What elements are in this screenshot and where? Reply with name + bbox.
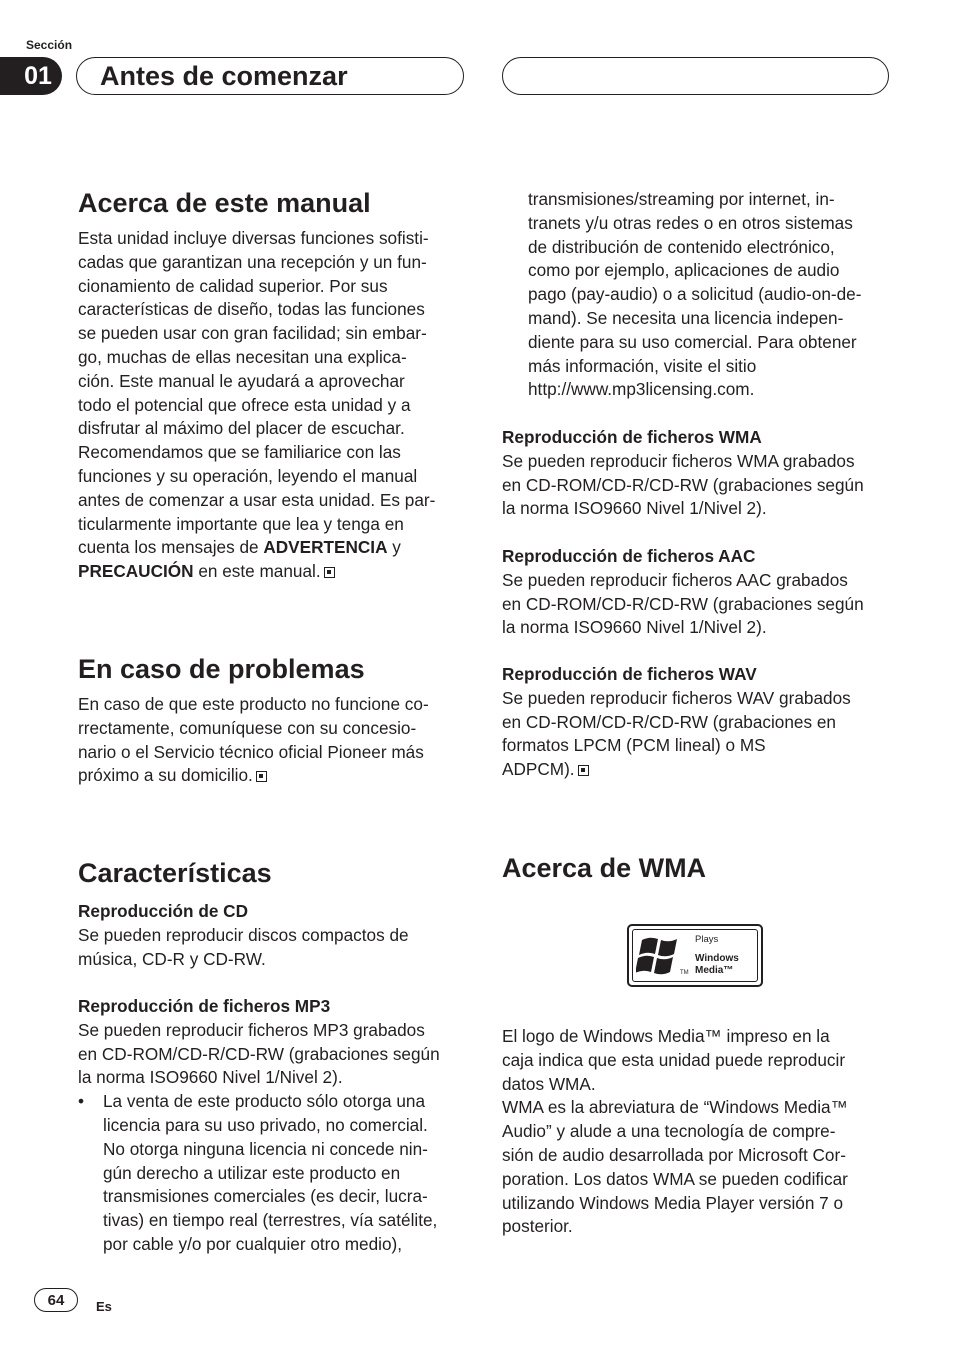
- text-line: [78, 536, 468, 560]
- subheading-wav: Reproducción de ficheros WAV: [502, 664, 757, 684]
- text-span: cuenta los mensajes de: [78, 537, 264, 558]
- logo-wordmark: [695, 953, 739, 977]
- text-line: datos WMA.: [502, 1073, 596, 1094]
- text-line: go, muchas de ellas necesitan una explica-: [78, 346, 407, 367]
- end-mark-icon: [324, 567, 335, 578]
- text-line: Se pueden reproducir ficheros AAC grabados: [502, 569, 848, 590]
- text-line: en CD-ROM/CD-R/CD-RW (grabaciones en: [502, 711, 836, 732]
- heading-about-manual: Acerca de este manual: [78, 188, 371, 218]
- text-line: cadas que garantizan una recepción y un fun-: [78, 251, 427, 272]
- section-label: Sección: [26, 38, 73, 52]
- list-item: [78, 1090, 468, 1257]
- text-line: WMA es la abreviatura de “Windows Media™: [502, 1097, 848, 1118]
- warning-label: ADVERTENCIA: [263, 537, 388, 558]
- logo-tm: TM: [680, 970, 689, 976]
- features-aac: [502, 545, 892, 640]
- text-line: Se pueden reproducir discos compactos de: [78, 924, 409, 945]
- page-number: 64: [34, 1288, 78, 1312]
- text-line: antes de comenzar a usar esta unidad. Es par-: [78, 489, 436, 510]
- text-line: en CD-ROM/CD-R/CD-RW (grabaciones según: [502, 474, 864, 495]
- about-manual-text: [78, 227, 468, 584]
- text-line: tranets y/u otras redes o en otros sistemas: [528, 212, 853, 233]
- features-cd: [78, 900, 468, 971]
- language-code: Es: [96, 1299, 112, 1314]
- text-line: diente para su uso comercial. Para obtener: [528, 331, 857, 352]
- text-line: nario o el Servicio técnico oficial Pioneer más: [78, 741, 424, 762]
- text-line: http://www.mp3licensing.com.: [528, 379, 755, 400]
- text-line: funciones y su operación, leyendo el manual: [78, 465, 418, 486]
- text-line: gún derecho a utilizar este producto en: [103, 1162, 401, 1183]
- text-line: ticularmente importante que lea y tenga en: [78, 513, 404, 534]
- text-span: próximo a su domicilio.: [78, 765, 253, 786]
- text-line: Se pueden reproducir ficheros MP3 grabados: [78, 1019, 425, 1040]
- text-line: sión de audio desarrollada por Microsoft Cor-: [502, 1144, 846, 1165]
- text-line: la norma ISO9660 Nivel 1/Nivel 2).: [502, 498, 767, 519]
- text-line: todo el potencial que ofrece esta unidad y a: [78, 394, 411, 415]
- text-line: mand). Se necesita una licencia indepen-: [528, 307, 844, 328]
- text-line: Recomendamos que se familiarice con las: [78, 442, 401, 463]
- text-line: Se pueden reproducir ficheros WMA grabados: [502, 450, 855, 471]
- section-number: 01: [0, 57, 62, 95]
- text-line: cionamiento de calidad superior. Por sus: [78, 275, 388, 296]
- text-line: disfrutar al máximo del placer de escuchar.: [78, 418, 405, 439]
- text-line: Se pueden reproducir ficheros WAV grabados: [502, 687, 851, 708]
- end-mark-icon: [256, 771, 267, 782]
- text-span: y: [387, 537, 401, 558]
- text-line: [78, 560, 468, 584]
- features-wma: [502, 426, 892, 521]
- text-line: la norma ISO9660 Nivel 1/Nivel 2).: [502, 617, 767, 638]
- text-line: Esta unidad incluye diversas funciones sofisti-: [78, 228, 429, 248]
- text-line: [78, 764, 468, 788]
- text-line: como por ejemplo, aplicaciones de audio: [528, 260, 840, 281]
- header-empty-frame: [502, 57, 889, 95]
- text-line: formatos LPCM (PCM lineal) o MS: [502, 735, 766, 756]
- text-line: música, CD-R y CD-RW.: [78, 948, 266, 969]
- text-line: se pueden usar con gran facilidad; sin embar-: [78, 323, 427, 344]
- section-about-manual: [78, 186, 468, 220]
- subheading-aac: Reproducción de ficheros AAC: [502, 546, 756, 566]
- text-line: licencia para su uso privado, no comercial.: [103, 1114, 428, 1135]
- text-span: en este manual.: [193, 561, 321, 582]
- text-line: transmisiones comerciales (es decir, lucra-: [103, 1186, 428, 1207]
- text-line: posterior.: [502, 1216, 573, 1237]
- about-wma-text: [502, 1025, 892, 1239]
- text-line: en CD-ROM/CD-R/CD-RW (grabaciones según: [502, 593, 864, 614]
- text-line: de distribución de contenido electrónico,: [528, 236, 835, 257]
- text-line: más información, visite el sitio: [528, 355, 757, 376]
- text-line: por cable y/o por cualquier otro medio),: [103, 1233, 403, 1254]
- section-problems: [78, 652, 468, 686]
- logo-media: Media™: [695, 965, 734, 976]
- problems-text: [78, 693, 468, 788]
- subheading-cd: Reproducción de CD: [78, 901, 248, 921]
- text-line: No otorga ninguna licencia ni concede nin-: [103, 1138, 428, 1159]
- features-mp3: [78, 995, 468, 1257]
- section-features: [78, 856, 468, 890]
- text-line: caja indica que esta unidad puede reproducir: [502, 1049, 846, 1070]
- heading-features: Características: [78, 858, 272, 888]
- chapter-title: Antes de comenzar: [100, 61, 348, 91]
- text-line: [502, 758, 892, 782]
- caution-label: PRECAUCIÓN: [78, 561, 194, 582]
- text-span: ADPCM).: [502, 759, 575, 780]
- text-line: la norma ISO9660 Nivel 1/Nivel 2).: [78, 1067, 343, 1088]
- text-line: ción. Este manual le ayudará a aprovechar: [78, 370, 405, 391]
- features-wav: [502, 663, 892, 782]
- text-line: utilizando Windows Media Player versión 7 o: [502, 1192, 844, 1213]
- heading-about-wma: Acerca de WMA: [502, 853, 707, 883]
- text-line: poration. Los datos WMA se pueden codificar: [502, 1168, 848, 1189]
- heading-problems: En caso de problemas: [78, 654, 365, 684]
- text-line: rrectamente, comuníquese con su concesio-: [78, 717, 417, 738]
- text-line: pago (pay-audio) o a solicitud (audio-on-de-: [528, 284, 862, 305]
- text-line: en CD-ROM/CD-R/CD-RW (grabaciones según: [78, 1043, 440, 1064]
- text-line: características de diseño, todas las funciones: [78, 299, 425, 320]
- text-line: En caso de que este producto no funcione co-: [78, 694, 429, 714]
- subheading-wma: Reproducción de ficheros WMA: [502, 427, 762, 447]
- text-line: El logo de Windows Media™ impreso en la: [502, 1026, 830, 1046]
- bullet-icon: •: [78, 1091, 85, 1112]
- subheading-mp3: Reproducción de ficheros MP3: [78, 996, 331, 1016]
- section-about-wma: [502, 851, 892, 885]
- logo-plays: Plays: [695, 934, 719, 945]
- text-line: Audio” y alude a una tecnología de compre-: [502, 1121, 836, 1142]
- windows-media-logo: [627, 924, 763, 987]
- end-mark-icon: [578, 765, 589, 776]
- bullet-continuation: [528, 188, 898, 402]
- logo-windows: Windows: [695, 953, 739, 964]
- text-line: tivas) en tiempo real (terrestres, vía satélite,: [103, 1210, 438, 1231]
- text-line: transmisiones/streaming por internet, in-: [528, 189, 835, 209]
- text-line: La venta de este producto sólo otorga una: [103, 1091, 426, 1112]
